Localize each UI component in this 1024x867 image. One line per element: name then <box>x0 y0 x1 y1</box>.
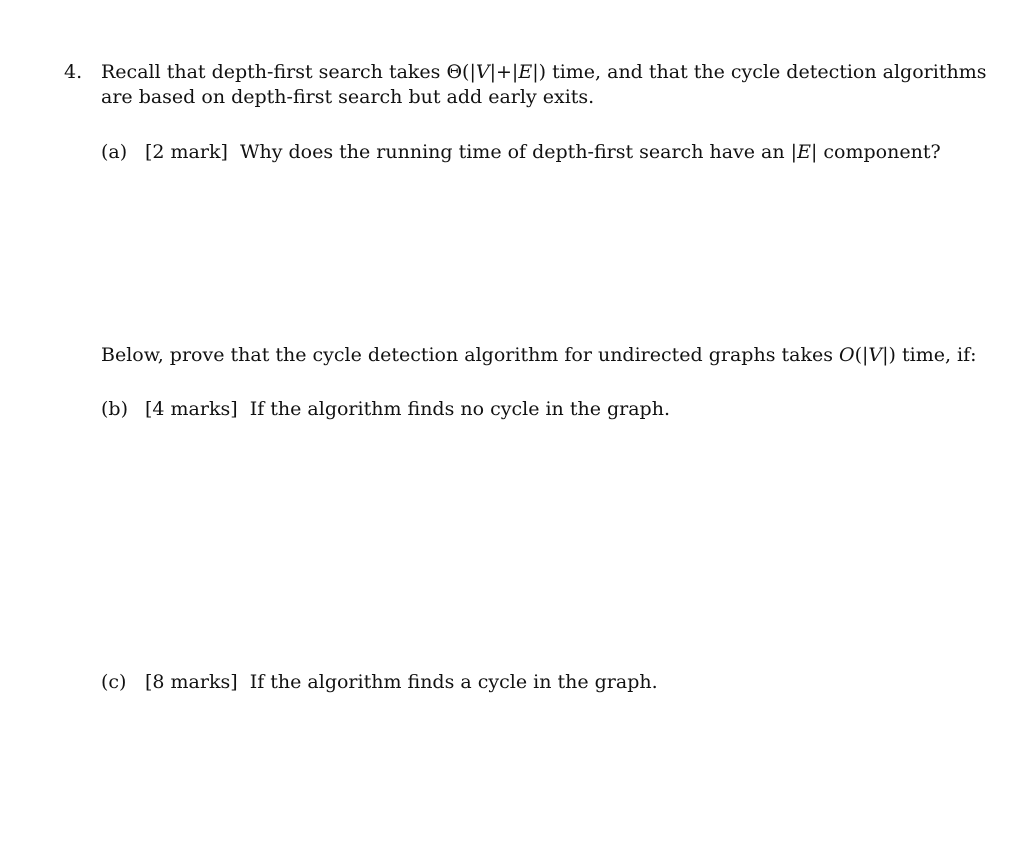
part-b-label: (b) <box>101 398 128 420</box>
intro-math-v: V <box>475 61 490 83</box>
intro-math-plus: |+| <box>489 61 519 83</box>
intro-text-before: Recall that depth-first search takes <box>101 61 447 83</box>
below-text-after: time, if: <box>895 344 977 366</box>
part-a-math-close: | <box>810 141 818 163</box>
part-a-math-open: | <box>790 141 798 163</box>
intro-math-e: E <box>518 61 533 83</box>
intro-math-theta: Θ(| <box>446 61 476 83</box>
part-a-prompt <box>101 139 941 165</box>
question-number: 4. <box>64 61 83 83</box>
below-instruction <box>101 342 977 368</box>
part-b-prompt <box>101 396 670 422</box>
below-math-open: (| <box>854 344 869 366</box>
part-a-label: (a) <box>101 141 128 163</box>
intro-text-after: time, and that the cycle detection algorithms <box>546 61 987 83</box>
part-a-math-e: E <box>797 141 811 163</box>
part-c-text: If the algorithm finds a cycle in the graph. <box>243 671 658 693</box>
part-a-marks: [2 mark] <box>145 141 228 163</box>
part-a-text-after: component? <box>817 141 941 163</box>
part-b-marks: [4 marks] <box>145 398 238 420</box>
part-b-text: If the algorithm finds no cycle in the graph. <box>243 398 670 420</box>
part-c-prompt <box>101 669 658 695</box>
part-a-text-before: Why does the running time of depth-first search have an <box>233 141 791 163</box>
intro-math-close: |) <box>532 61 547 83</box>
below-math-close: |) <box>882 344 896 366</box>
below-text-before: Below, prove that the cycle detection algorithm for undirected graphs takes <box>101 344 839 366</box>
below-math-v: V <box>868 344 883 366</box>
part-c-label: (c) <box>101 671 127 693</box>
question-intro-line-2: are based on depth-first search but add early exits. <box>101 86 595 108</box>
below-math-o: O <box>839 344 855 366</box>
part-c-marks: [8 marks] <box>145 671 238 693</box>
question-intro-line-1 <box>101 59 986 85</box>
